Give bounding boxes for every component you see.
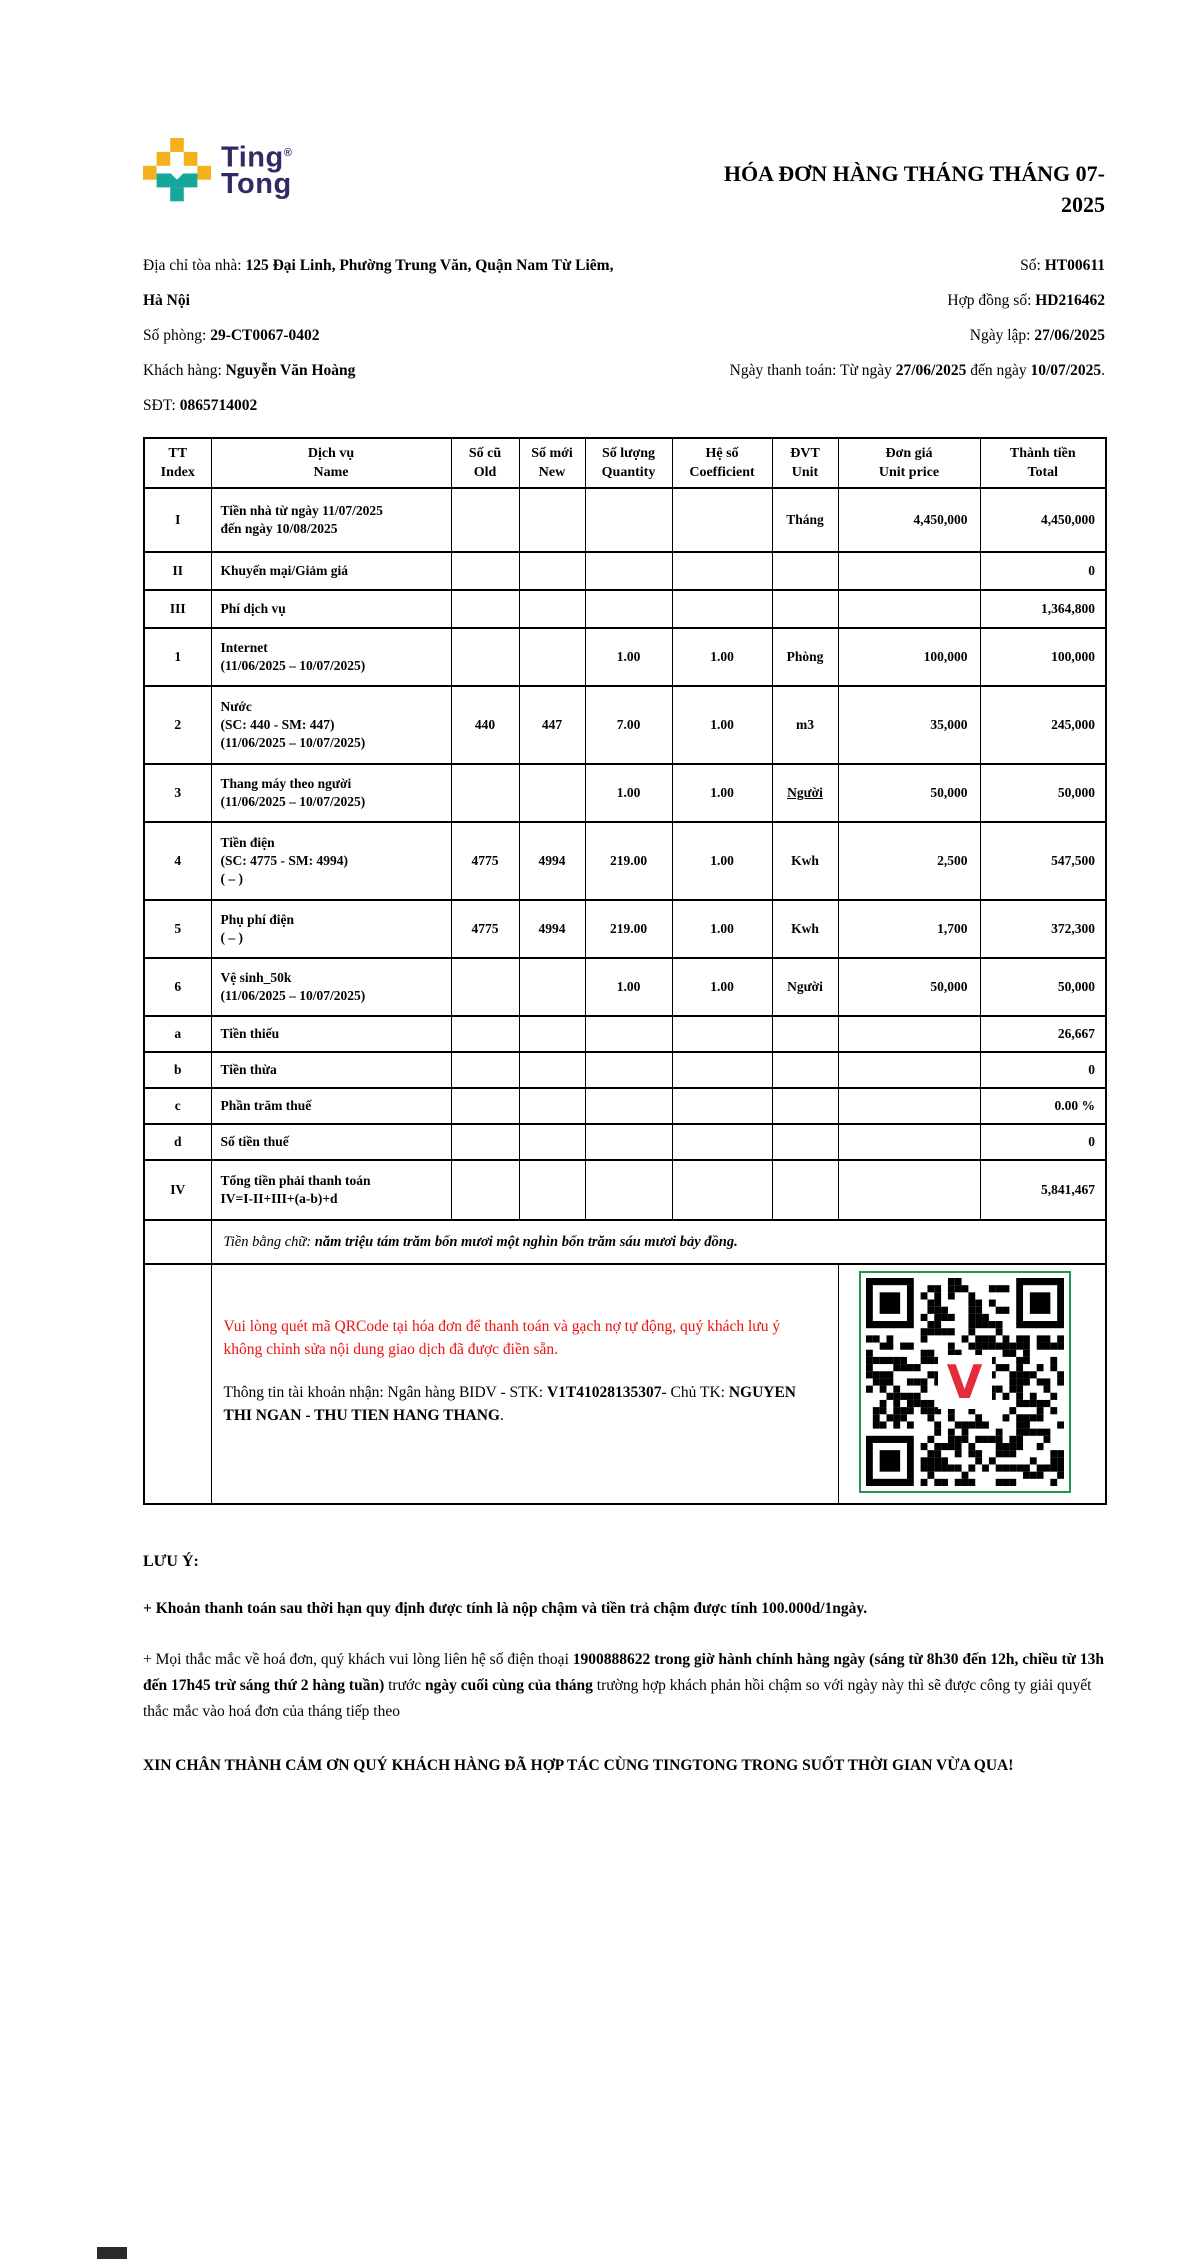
footer-notes: [143, 1553, 1105, 1780]
cell-service-name: Tiền nhà từ ngày 11/07/2025 đến ngày 10/08/2025: [211, 488, 451, 552]
cell-unit: [772, 1088, 838, 1124]
cell-old-reading: [451, 1052, 519, 1088]
cell-coefficient: 1.00: [672, 900, 772, 958]
cell-old-reading: 440: [451, 686, 519, 764]
cell-quantity: [585, 488, 672, 552]
cell-quantity: [585, 1052, 672, 1088]
cell-quantity: [585, 1088, 672, 1124]
column-header-en: Quantity: [601, 465, 656, 480]
cell-quantity: 1.00: [585, 628, 672, 686]
cell-service-name: Phí dịch vụ: [211, 590, 451, 628]
customer-phone: SĐT: 0865714002: [143, 397, 258, 414]
column-header-en: Unit: [791, 465, 819, 480]
column-header-en: New: [538, 465, 566, 480]
cell-unit-price: 35,000: [838, 686, 980, 764]
table-row: [144, 1088, 1106, 1124]
cell-new-reading: 447: [519, 686, 585, 764]
qr-cell: [838, 1264, 1106, 1504]
table-row: [144, 1016, 1106, 1052]
cell-index: b: [144, 1052, 211, 1088]
invoice-number: Số: HT00611: [1020, 257, 1105, 274]
cell-service-name: Số tiền thuế: [211, 1124, 451, 1160]
cell-coefficient: 1.00: [672, 764, 772, 822]
cell-coefficient: 1.00: [672, 958, 772, 1016]
qr-center-logo: [938, 1355, 992, 1409]
column-header-en: Unit price: [878, 465, 940, 480]
cell-unit-price: 100,000: [838, 628, 980, 686]
cell-index: III: [144, 590, 211, 628]
vietqr-v-icon: V: [946, 1355, 983, 1409]
cell-index: d: [144, 1124, 211, 1160]
table-header-row: [144, 438, 1106, 488]
cell-old-reading: [451, 764, 519, 822]
cell-coefficient: [672, 590, 772, 628]
cell-old-reading: [451, 1016, 519, 1052]
cell-unit-price: 2,500: [838, 822, 980, 900]
cell-old-reading: [451, 628, 519, 686]
cell-unit: [772, 1016, 838, 1052]
column-header: [980, 438, 1106, 488]
column-header-en: Coefficient: [689, 465, 755, 480]
cell-unit-price: [838, 1088, 980, 1124]
cell-index: [144, 1220, 211, 1264]
cell-old-reading: 4775: [451, 900, 519, 958]
cell-total: 4,450,000: [980, 488, 1106, 552]
cell-unit: Người: [772, 958, 838, 1016]
cell-index: c: [144, 1088, 211, 1124]
table-row: [144, 628, 1106, 686]
cell-old-reading: [451, 1088, 519, 1124]
cell-unit: [772, 1124, 838, 1160]
cell-unit: Người: [772, 764, 838, 822]
cell-unit-price: [838, 1124, 980, 1160]
column-header-vi: Số mới: [531, 446, 573, 461]
column-header-vi: Hệ số: [705, 446, 739, 461]
notes-heading: LƯU Ý:: [143, 1553, 199, 1570]
table-row: [144, 900, 1106, 958]
cell-total: 5,841,467: [980, 1160, 1106, 1220]
column-header: [211, 438, 451, 488]
cell-new-reading: [519, 552, 585, 590]
column-header: [585, 438, 672, 488]
contract-number: Hợp đồng số: HD216462: [947, 292, 1105, 309]
column-header: [519, 438, 585, 488]
payment-instructions: [211, 1264, 838, 1504]
cell-quantity: 7.00: [585, 686, 672, 764]
cell-old-reading: [451, 958, 519, 1016]
cell-unit-price: 1,700: [838, 900, 980, 958]
cell-unit-price: [838, 1052, 980, 1088]
cell-quantity: [585, 552, 672, 590]
cell-service-name: Vệ sinh_50k (11/06/2025 – 10/07/2025): [211, 958, 451, 1016]
cell-new-reading: [519, 1160, 585, 1220]
cell-service-name: Tiền thừa: [211, 1052, 451, 1088]
cell-quantity: 219.00: [585, 900, 672, 958]
column-header-vi: Số lượng: [601, 446, 656, 461]
cell-unit: Kwh: [772, 900, 838, 958]
table-row: [144, 822, 1106, 900]
cell-coefficient: [672, 1052, 772, 1088]
cell-quantity: [585, 1124, 672, 1160]
column-header: [672, 438, 772, 488]
table-row: [144, 764, 1106, 822]
table-row: [144, 1052, 1106, 1088]
hotline-note: + Mọi thắc mắc về hoá đơn, quý khách vui lòng liên hệ số điện thoại 1900888622 trong giờ hành chính hàng ngày (sáng từ 8h30 đến 12h, chiều từ 13h đến 17h45 trừ sáng thứ 2 hàng tuần) trước ngày cuối cùng của tháng trường hợp khách phản hồi chậm so với ngày này thì sẽ được công ty giải quyết thắc mắc vào hoá đơn của tháng tiếp theo: [143, 1651, 1104, 1720]
tingtong-logo-text: Ting® Tong: [221, 141, 293, 200]
room-number: Số phòng: 29-CT0067-0402: [143, 327, 320, 344]
cell-index: IV: [144, 1160, 211, 1220]
cell-service-name: Internet (11/06/2025 – 10/07/2025): [211, 628, 451, 686]
cell-unit: Tháng: [772, 488, 838, 552]
cell-coefficient: 1.00: [672, 628, 772, 686]
cell-coefficient: 1.00: [672, 686, 772, 764]
cell-new-reading: [519, 1016, 585, 1052]
qr-code: [859, 1271, 1071, 1493]
cell-new-reading: [519, 958, 585, 1016]
cell-new-reading: 4994: [519, 900, 585, 958]
late-payment-note: + Khoản thanh toán sau thời hạn quy định được tính là nộp chậm và tiền trả chậm được tính 100.000d/1ngày.: [143, 1600, 868, 1617]
cell-quantity: 1.00: [585, 764, 672, 822]
cell-old-reading: [451, 1160, 519, 1220]
cell-total: 0.00 %: [980, 1088, 1106, 1124]
cell-unit-price: 50,000: [838, 958, 980, 1016]
cell-service-name: Phần trăm thuế: [211, 1088, 451, 1124]
cell-unit: [772, 590, 838, 628]
invoice-title: HÓA ĐƠN HÀNG THÁNG THÁNG 07-2025: [723, 161, 1105, 217]
cell-service-name: Khuyến mại/Giảm giá: [211, 552, 451, 590]
column-header-vi: ĐVT: [790, 446, 820, 461]
cell-total: 0: [980, 1052, 1106, 1088]
customer-info: [143, 248, 621, 423]
cell-new-reading: [519, 628, 585, 686]
cell-total: 26,667: [980, 1016, 1106, 1052]
table-row: [144, 1160, 1106, 1220]
cell-coefficient: [672, 1160, 772, 1220]
cell-old-reading: [451, 552, 519, 590]
cell-index: 4: [144, 822, 211, 900]
column-header-vi: Đơn giá: [885, 446, 933, 461]
thank-you-message: XIN CHÂN THÀNH CẢM ƠN QUÝ KHÁCH HÀNG ĐÃ HỢP TÁC CÙNG TINGTONG TRONG SUỐT THỜI GIAN VỪA QUA!: [143, 1757, 1014, 1774]
cell-service-name: Tiền thiếu: [211, 1016, 451, 1052]
cell-total: 547,500: [980, 822, 1106, 900]
cell-unit: [772, 1160, 838, 1220]
cell-quantity: [585, 1016, 672, 1052]
building-address: Địa chỉ tòa nhà: 125 Đại Linh, Phường Trung Văn, Quận Nam Từ Liêm, Hà Nội: [143, 257, 614, 309]
cell-service-name: Tiền điện (SC: 4775 - SM: 4994) ( – ): [211, 822, 451, 900]
cell-index: a: [144, 1016, 211, 1052]
cell-index: 1: [144, 628, 211, 686]
column-header: [451, 438, 519, 488]
column-header-en: Index: [160, 465, 195, 480]
cell-service-name: Phụ phí điện ( – ): [211, 900, 451, 958]
tingtong-logo-icon: [143, 138, 211, 202]
cell-total: 372,300: [980, 900, 1106, 958]
cell-coefficient: [672, 488, 772, 552]
cell-index: [144, 1264, 211, 1504]
invoice-meta: [635, 248, 1105, 423]
hotline-number: 1900888622 trong giờ hành chính hàng ngày (sáng từ 8h30 đến 12h, chiều từ 13h đến 17h45 trừ sáng thứ 2 hàng tuần): [143, 1651, 1104, 1694]
cell-new-reading: [519, 590, 585, 628]
column-header: [838, 438, 980, 488]
table-row: [144, 1124, 1106, 1160]
cell-coefficient: [672, 1124, 772, 1160]
cell-total: 0: [980, 1124, 1106, 1160]
cell-coefficient: 1.00: [672, 822, 772, 900]
cell-total: 50,000: [980, 764, 1106, 822]
table-row: [144, 488, 1106, 552]
cell-old-reading: 4775: [451, 822, 519, 900]
cell-quantity: 219.00: [585, 822, 672, 900]
account-holder: NGUYEN THI NGAN - THU TIEN HANG THANG: [223, 1384, 796, 1424]
amount-in-words: Tiền bằng chữ: năm triệu tám trăm bốn mươi một nghìn bốn trăm sáu mươi bảy đồng.: [211, 1220, 1106, 1264]
customer-name: Khách hàng: Nguyễn Văn Hoàng: [143, 362, 356, 379]
cell-quantity: 1.00: [585, 958, 672, 1016]
next-page-edge: [97, 2247, 127, 2259]
table-row: [144, 958, 1106, 1016]
column-header-vi: Dịch vụ: [307, 446, 355, 461]
cell-total: 0: [980, 552, 1106, 590]
cell-unit-price: [838, 1016, 980, 1052]
column-header-vi: Thành tiền: [1009, 446, 1076, 461]
invoice-table: [143, 437, 1107, 1505]
registered-mark: ®: [283, 147, 293, 159]
issue-date: Ngày lập: 27/06/2025: [969, 327, 1105, 344]
table-row: [144, 686, 1106, 764]
table-row: [144, 552, 1106, 590]
tingtong-logo: [143, 138, 292, 202]
cell-coefficient: [672, 552, 772, 590]
cell-total: 100,000: [980, 628, 1106, 686]
account-number: V1T41028135307: [546, 1384, 662, 1401]
qr-payment-note: Vui lòng quét mã QRCode tại hóa đơn để thanh toán và gạch nợ tự động, quý khách lưu ý không chỉnh sửa nội dung giao dịch đã được điền sẵn.: [223, 1318, 781, 1358]
column-header-en: Old: [473, 465, 497, 480]
cell-unit-price: [838, 552, 980, 590]
cell-service-name: Tổng tiền phải thanh toán IV=I-II+III+(a-b)+d: [211, 1160, 451, 1220]
cell-unit-price: 4,450,000: [838, 488, 980, 552]
cell-total: 50,000: [980, 958, 1106, 1016]
cell-index: 5: [144, 900, 211, 958]
payment-period: Ngày thanh toán: Từ ngày 27/06/2025 đến ngày 10/07/2025.: [729, 362, 1105, 379]
cell-unit-price: 50,000: [838, 764, 980, 822]
invoice-info: [143, 248, 1105, 423]
cell-total: 1,364,800: [980, 590, 1106, 628]
column-header-en: Name: [313, 465, 349, 480]
cell-unit: [772, 1052, 838, 1088]
cell-coefficient: [672, 1088, 772, 1124]
cell-old-reading: [451, 590, 519, 628]
cell-unit: Phòng: [772, 628, 838, 686]
cell-unit: Kwh: [772, 822, 838, 900]
cell-new-reading: [519, 1088, 585, 1124]
cell-new-reading: [519, 488, 585, 552]
table-row: [144, 590, 1106, 628]
payment-row: [144, 1264, 1106, 1504]
bank-account-info: Thông tin tài khoản nhận: Ngân hàng BIDV - STK: V1T41028135307- Chủ TK: NGUYEN THI NGAN - THU TIEN HANG THANG.: [223, 1384, 796, 1424]
invoice-header: [143, 138, 1105, 220]
column-header-vi: Số cũ: [468, 446, 502, 461]
cell-new-reading: 4994: [519, 822, 585, 900]
cell-old-reading: [451, 488, 519, 552]
column-header-vi: TT: [168, 446, 188, 461]
cell-new-reading: [519, 764, 585, 822]
cell-unit: m3: [772, 686, 838, 764]
amount-in-words-row: [144, 1220, 1106, 1264]
column-header-en: Total: [1027, 465, 1059, 480]
column-header: [772, 438, 838, 488]
cell-index: 6: [144, 958, 211, 1016]
cell-quantity: [585, 1160, 672, 1220]
cell-quantity: [585, 590, 672, 628]
cell-old-reading: [451, 1124, 519, 1160]
cell-new-reading: [519, 1052, 585, 1088]
cell-unit: [772, 552, 838, 590]
cell-service-name: Thang máy theo người (11/06/2025 – 10/07/2025): [211, 764, 451, 822]
cell-index: II: [144, 552, 211, 590]
column-header: [144, 438, 211, 488]
cell-index: 2: [144, 686, 211, 764]
cell-service-name: Nước (SC: 440 - SM: 447) (11/06/2025 – 10/07/2025): [211, 686, 451, 764]
cell-coefficient: [672, 1016, 772, 1052]
cell-unit-price: [838, 590, 980, 628]
cell-total: 245,000: [980, 686, 1106, 764]
cell-new-reading: [519, 1124, 585, 1160]
cell-index: I: [144, 488, 211, 552]
cell-index: 3: [144, 764, 211, 822]
cell-unit-price: [838, 1160, 980, 1220]
